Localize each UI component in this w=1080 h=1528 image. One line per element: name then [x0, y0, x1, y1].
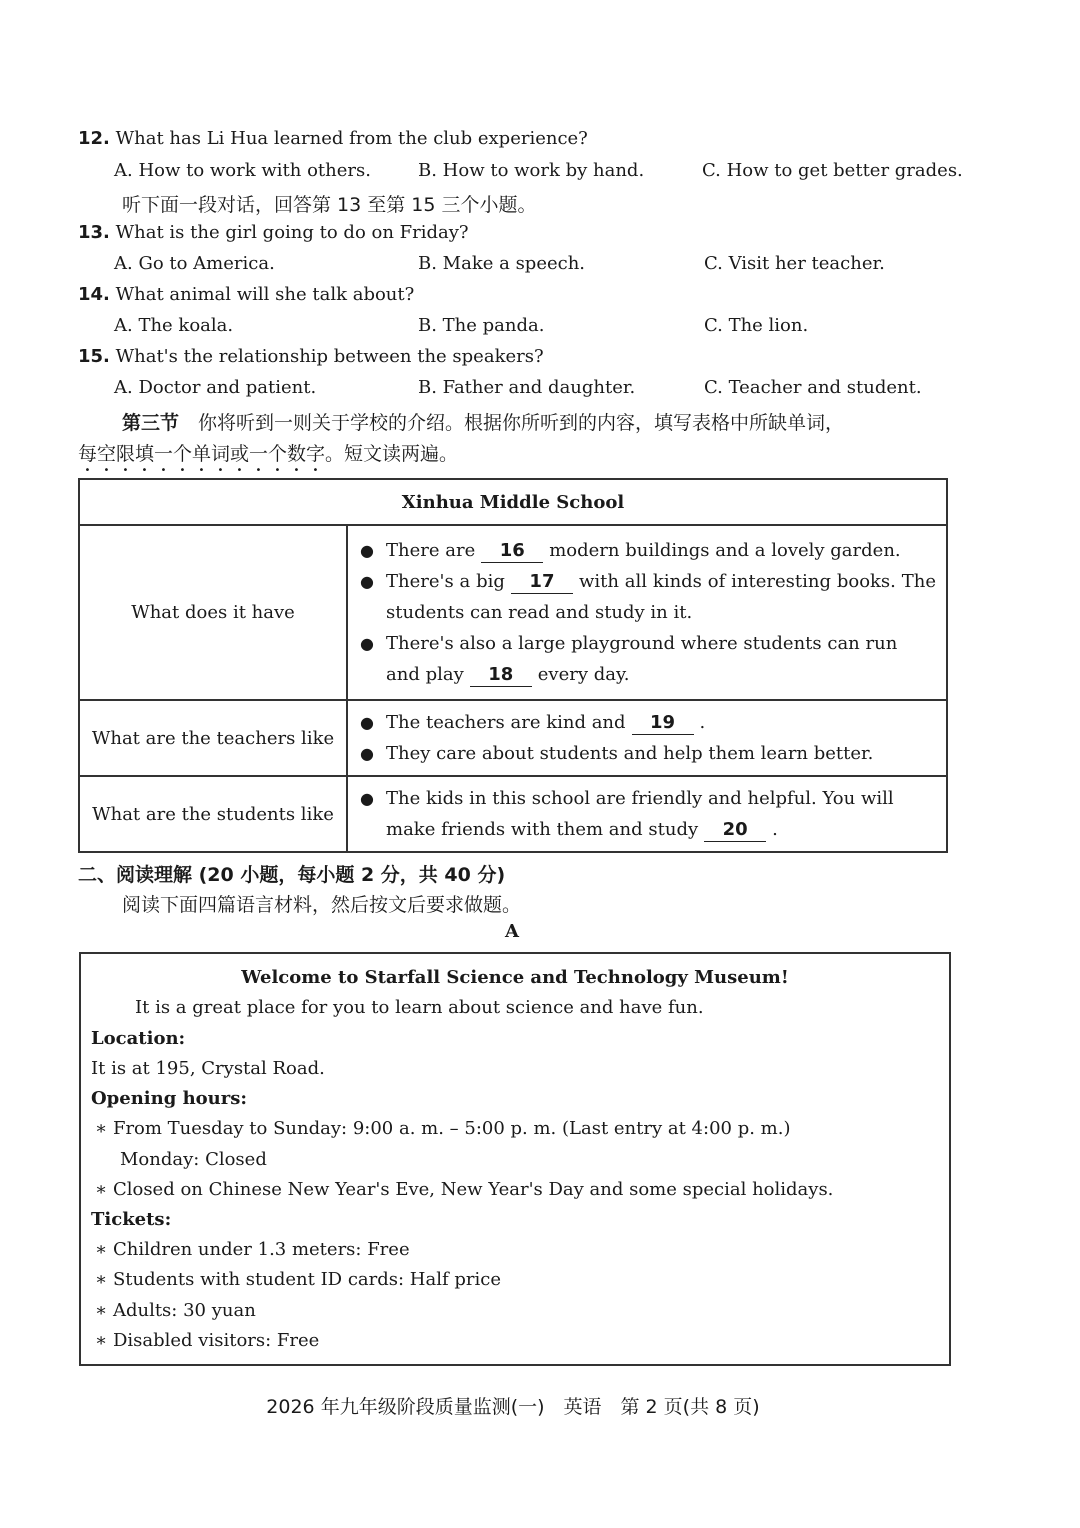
blank-18[interactable]: 18 [470, 664, 532, 687]
question-15: 15. What's the relationship between the speakers? [78, 346, 544, 367]
option: B. The panda. [418, 315, 545, 336]
row-label: What are the teachers like [79, 700, 347, 776]
school-table [78, 478, 948, 853]
hours-item: ∗ Closed on Chinese New Year's Eve, New Year's Day and some special holidays. [95, 1179, 834, 1200]
ticket-item: ∗ Children under 1.3 meters: Free [95, 1239, 410, 1260]
ticket-item: ∗ Adults: 30 yuan [95, 1300, 256, 1321]
table-row [79, 776, 947, 852]
row-label: What are the students like [79, 776, 347, 852]
option: C. How to get better grades. [702, 160, 963, 181]
table-title: Xinhua Middle School [79, 479, 947, 525]
bullet-icon: ● [360, 572, 374, 591]
question-13: 13. What is the girl going to do on Friday? [78, 222, 469, 243]
option: B. How to work by hand. [418, 160, 645, 181]
blank-17[interactable]: 17 [511, 571, 573, 594]
passage-label: A [505, 921, 519, 942]
question-12: 12. What has Li Hua learned from the club experience? [78, 128, 588, 149]
tickets-label: Tickets: [91, 1209, 172, 1230]
option: C. The lion. [704, 315, 809, 336]
option: A. Doctor and patient. [114, 377, 317, 398]
bullet-item: ● There's also a large playground where students can run and play 18 every day. [360, 628, 936, 690]
option: B. Father and daughter. [418, 377, 636, 398]
option: A. The koala. [114, 315, 234, 336]
hours-item: ∗ From Tuesday to Sunday: 9:00 a. m. – 5:00 p. m. (Last entry at 4:00 p. m.) [95, 1118, 791, 1139]
section3-instruction-2: 每空限填一个单词或一个数字。短文读两遍。 [78, 443, 459, 465]
instruction: 听下面一段对话，回答第 13 至第 15 三个小题。 [122, 194, 537, 216]
bullet-item: ● There's a big 17 with all kinds of interesting books. The students can read and study in it. [360, 566, 936, 628]
row-label: What does it have [79, 525, 347, 700]
bullet-icon: ● [360, 634, 374, 653]
hours-label: Opening hours: [91, 1088, 248, 1109]
museum-title: Welcome to Starfall Science and Technology Museum! [241, 967, 789, 988]
option: C. Visit her teacher. [704, 253, 885, 274]
part2-instruction: 阅读下面四篇语言材料，然后按文后要求做题。 [122, 894, 522, 916]
hours-item: Monday: Closed [120, 1149, 267, 1170]
ticket-item: ∗ Students with student ID cards: Half price [95, 1269, 501, 1290]
table-row [79, 700, 947, 776]
ticket-item: ∗ Disabled visitors: Free [95, 1330, 320, 1351]
bullet-icon: ● [360, 541, 374, 560]
part2-title: 二、阅读理解 (20 小题，每小题 2 分，共 40 分) [78, 864, 506, 886]
bullet-item: ● There are 16 modern buildings and a lovely garden. [360, 535, 936, 566]
location: It is at 195, Crystal Road. [91, 1058, 325, 1079]
bullet-item: ● The teachers are kind and 19 . [360, 707, 936, 738]
museum-notice [79, 952, 951, 1366]
blank-19[interactable]: 19 [632, 712, 694, 735]
option: A. How to work with others. [114, 160, 371, 181]
option: A. Go to America. [114, 253, 275, 274]
option: C. Teacher and student. [704, 377, 922, 398]
option: B. Make a speech. [418, 253, 586, 274]
bullet-icon: ● [360, 713, 374, 732]
blank-16[interactable]: 16 [481, 540, 543, 563]
table-row [79, 525, 947, 700]
page-footer: 2026 年九年级阶段质量监测(一) 英语 第 2 页(共 8 页) [266, 1396, 760, 1418]
bullet-icon: ● [360, 789, 374, 808]
bullet-item: ● The kids in this school are friendly and helpful. You will make friends with them and study 20 . [360, 783, 936, 845]
bullet-icon: ● [360, 744, 374, 763]
location-label: Location: [91, 1028, 186, 1049]
museum-intro: It is a great place for you to learn about science and have fun. [135, 997, 704, 1018]
question-14: 14. What animal will she talk about? [78, 284, 415, 305]
bullet-item: ● They care about students and help them learn better. [360, 738, 936, 769]
section3-instruction: 第三节 你将听到一则关于学校的介绍。根据你所听到的内容，填写表格中所缺单词， [122, 412, 845, 434]
blank-20[interactable]: 20 [704, 819, 766, 842]
